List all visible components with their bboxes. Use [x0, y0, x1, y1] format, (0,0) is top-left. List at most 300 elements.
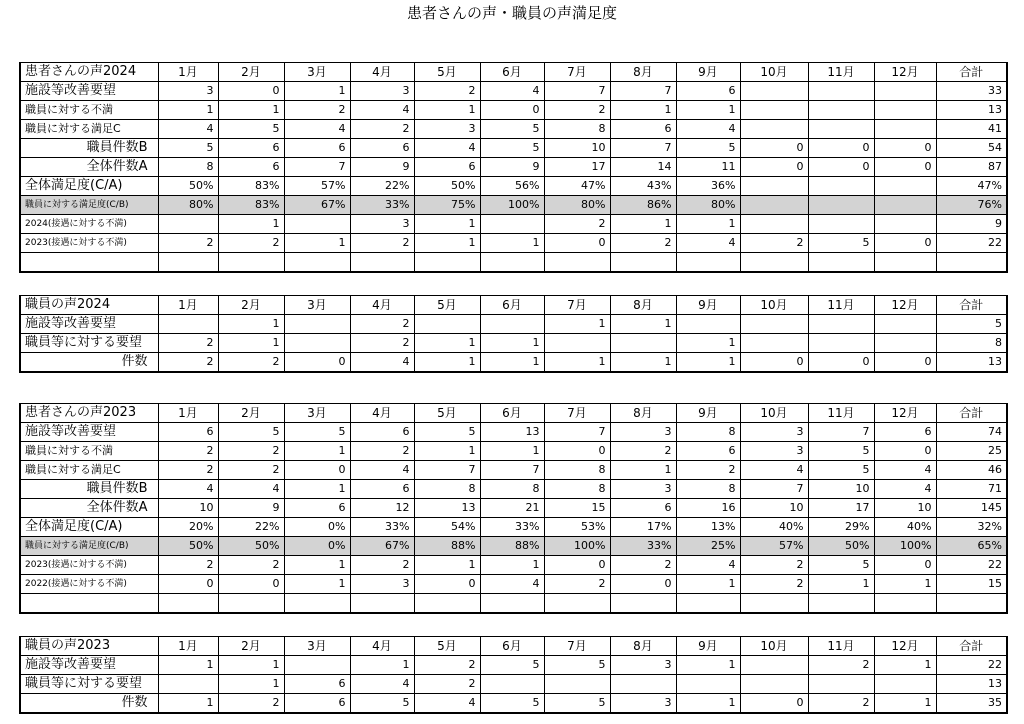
- month-cell: [218, 253, 284, 272]
- month-cell: [350, 594, 414, 613]
- month-cell: 1: [480, 442, 544, 461]
- total-cell: 35: [936, 694, 1007, 714]
- row-label: 施設等改善要望: [20, 656, 158, 675]
- table-row: [20, 694, 1007, 714]
- total-cell: 54: [936, 139, 1007, 158]
- month-cell: 2: [414, 82, 480, 101]
- month-cell: 2: [610, 556, 676, 575]
- month-header: 3月: [284, 296, 350, 315]
- month-cell: 4: [874, 461, 936, 480]
- month-cell: 1: [218, 101, 284, 120]
- month-header: 12月: [874, 637, 936, 656]
- month-cell: 50%: [414, 177, 480, 196]
- month-cell: 16: [676, 499, 740, 518]
- month-cell: 1: [414, 334, 480, 353]
- month-cell: 1: [480, 353, 544, 373]
- month-cell: [158, 253, 218, 272]
- month-cell: [610, 253, 676, 272]
- month-cell: 50%: [218, 537, 284, 556]
- month-cell: 2: [158, 334, 218, 353]
- month-cell: 10: [740, 499, 808, 518]
- total-cell: 25: [936, 442, 1007, 461]
- month-cell: 1: [544, 353, 610, 373]
- month-cell: 25%: [676, 537, 740, 556]
- month-cell: 1: [158, 101, 218, 120]
- month-cell: [218, 594, 284, 613]
- total-cell: 5: [936, 315, 1007, 334]
- row-label: 2023(接遇に対する不満): [20, 234, 158, 253]
- month-header: 7月: [544, 637, 610, 656]
- month-cell: 13: [480, 423, 544, 442]
- month-cell: 0: [874, 139, 936, 158]
- month-cell: 53%: [544, 518, 610, 537]
- month-cell: 5: [808, 461, 874, 480]
- month-header: 1月: [158, 637, 218, 656]
- month-header: 12月: [874, 296, 936, 315]
- row-label: [20, 253, 158, 272]
- row-label: 職員件数B: [20, 480, 158, 499]
- month-cell: 7: [808, 423, 874, 442]
- month-cell: 2: [808, 694, 874, 714]
- month-header: 7月: [544, 63, 610, 82]
- month-cell: 1: [414, 442, 480, 461]
- patient-voice-2023-table: [19, 403, 1008, 614]
- month-cell: 86%: [610, 196, 676, 215]
- month-cell: [284, 656, 350, 675]
- month-cell: 1: [676, 334, 740, 353]
- month-cell: 67%: [350, 537, 414, 556]
- total-cell: 32%: [936, 518, 1007, 537]
- month-cell: 5: [218, 423, 284, 442]
- month-cell: 0: [740, 139, 808, 158]
- month-cell: 50%: [808, 537, 874, 556]
- month-cell: 3: [610, 423, 676, 442]
- total-cell: [936, 253, 1007, 272]
- month-header: 7月: [544, 404, 610, 423]
- month-cell: 1: [218, 315, 284, 334]
- month-cell: 5: [480, 120, 544, 139]
- month-header: 8月: [610, 404, 676, 423]
- table-row: [20, 177, 1007, 196]
- month-cell: 80%: [158, 196, 218, 215]
- table-row: [20, 423, 1007, 442]
- month-cell: [480, 253, 544, 272]
- month-cell: [808, 120, 874, 139]
- month-cell: 2: [350, 315, 414, 334]
- month-cell: [158, 594, 218, 613]
- table-row: [20, 82, 1007, 101]
- month-cell: 3: [350, 215, 414, 234]
- month-cell: 0: [740, 158, 808, 177]
- month-cell: [676, 675, 740, 694]
- month-cell: [740, 334, 808, 353]
- month-cell: 2: [610, 234, 676, 253]
- month-cell: 7: [414, 461, 480, 480]
- month-cell: 6: [676, 82, 740, 101]
- month-header: 9月: [676, 404, 740, 423]
- month-cell: 4: [350, 461, 414, 480]
- month-cell: 33%: [350, 518, 414, 537]
- month-cell: 6: [218, 158, 284, 177]
- row-label: 職員に対する満足C: [20, 120, 158, 139]
- month-cell: 2: [218, 353, 284, 373]
- table-row: [20, 158, 1007, 177]
- month-cell: [740, 215, 808, 234]
- month-cell: [414, 253, 480, 272]
- month-cell: 1: [414, 215, 480, 234]
- month-cell: 2: [414, 656, 480, 675]
- month-cell: 0: [414, 575, 480, 594]
- month-cell: 8: [544, 461, 610, 480]
- row-label: 全体満足度(C/A): [20, 518, 158, 537]
- month-cell: [284, 594, 350, 613]
- month-cell: 2: [350, 120, 414, 139]
- month-cell: 0%: [284, 518, 350, 537]
- total-cell: 13: [936, 675, 1007, 694]
- table-row: [20, 234, 1007, 253]
- month-cell: [544, 594, 610, 613]
- month-header: 11月: [808, 63, 874, 82]
- month-cell: 1: [350, 656, 414, 675]
- month-cell: 2: [158, 442, 218, 461]
- month-cell: 22%: [218, 518, 284, 537]
- table-row: [20, 575, 1007, 594]
- month-cell: 83%: [218, 196, 284, 215]
- month-cell: 33%: [350, 196, 414, 215]
- month-cell: [676, 315, 740, 334]
- row-label: 全体満足度(C/A): [20, 177, 158, 196]
- month-header: 5月: [414, 637, 480, 656]
- month-cell: [740, 656, 808, 675]
- month-cell: 0: [480, 101, 544, 120]
- row-label: 施設等改善要望: [20, 315, 158, 334]
- month-header: 3月: [284, 63, 350, 82]
- month-cell: 17%: [610, 518, 676, 537]
- month-cell: 3: [414, 120, 480, 139]
- month-cell: 0: [284, 353, 350, 373]
- table-row: [20, 334, 1007, 353]
- month-cell: 5: [544, 656, 610, 675]
- month-cell: [808, 253, 874, 272]
- month-cell: 6: [350, 480, 414, 499]
- month-cell: 40%: [874, 518, 936, 537]
- month-cell: 1: [284, 480, 350, 499]
- month-cell: 6: [218, 139, 284, 158]
- month-cell: 4: [158, 480, 218, 499]
- month-cell: [874, 120, 936, 139]
- month-cell: 47%: [544, 177, 610, 196]
- month-cell: 3: [740, 423, 808, 442]
- month-cell: 21: [480, 499, 544, 518]
- month-header: 2月: [218, 63, 284, 82]
- month-header: 10月: [740, 296, 808, 315]
- month-cell: [874, 675, 936, 694]
- month-cell: 4: [350, 101, 414, 120]
- total-cell: 33: [936, 82, 1007, 101]
- month-cell: 0%: [284, 537, 350, 556]
- month-cell: 1: [676, 101, 740, 120]
- month-cell: [874, 253, 936, 272]
- month-cell: [480, 594, 544, 613]
- month-cell: 1: [808, 575, 874, 594]
- month-cell: 6: [284, 694, 350, 714]
- month-header: 1月: [158, 63, 218, 82]
- month-cell: 2: [740, 234, 808, 253]
- month-cell: 10: [158, 499, 218, 518]
- month-header: 4月: [350, 404, 414, 423]
- month-cell: 4: [676, 556, 740, 575]
- month-cell: 7: [610, 139, 676, 158]
- month-cell: 2: [676, 461, 740, 480]
- total-cell: 22: [936, 556, 1007, 575]
- month-cell: [740, 177, 808, 196]
- month-header: 2月: [218, 637, 284, 656]
- month-cell: 4: [676, 120, 740, 139]
- month-cell: 1: [218, 656, 284, 675]
- month-header: 12月: [874, 63, 936, 82]
- table-title: 患者さんの声2024: [20, 63, 158, 82]
- month-cell: 2: [414, 675, 480, 694]
- month-cell: 6: [874, 423, 936, 442]
- header-row: [20, 637, 1007, 656]
- row-label: 施設等改善要望: [20, 82, 158, 101]
- month-cell: 9: [480, 158, 544, 177]
- header-row: [20, 296, 1007, 315]
- month-cell: 12: [350, 499, 414, 518]
- month-cell: 8: [544, 120, 610, 139]
- table-row: [20, 537, 1007, 556]
- month-cell: 0: [874, 442, 936, 461]
- month-cell: 3: [610, 480, 676, 499]
- month-cell: 4: [414, 694, 480, 714]
- staff-voice-2023-table: [19, 636, 1008, 714]
- table-row: [20, 480, 1007, 499]
- month-cell: 4: [350, 353, 414, 373]
- table-row: [20, 675, 1007, 694]
- month-cell: 6: [610, 499, 676, 518]
- total-cell: 15: [936, 575, 1007, 594]
- month-cell: 1: [610, 461, 676, 480]
- total-header: 合計: [936, 296, 1007, 315]
- month-cell: 2: [350, 334, 414, 353]
- month-cell: 3: [158, 82, 218, 101]
- month-cell: [544, 675, 610, 694]
- month-header: 6月: [480, 63, 544, 82]
- month-cell: 2: [544, 101, 610, 120]
- month-cell: 1: [284, 82, 350, 101]
- month-cell: 7: [284, 158, 350, 177]
- month-cell: 20%: [158, 518, 218, 537]
- month-cell: 0: [610, 575, 676, 594]
- table-row: [20, 442, 1007, 461]
- table-row: [20, 353, 1007, 373]
- month-cell: 0: [284, 461, 350, 480]
- month-cell: 100%: [480, 196, 544, 215]
- row-label: 職員に対する不満: [20, 101, 158, 120]
- month-cell: 0: [158, 575, 218, 594]
- total-cell: 41: [936, 120, 1007, 139]
- month-header: 10月: [740, 404, 808, 423]
- row-label: 件数: [20, 694, 158, 714]
- month-cell: 6: [414, 158, 480, 177]
- month-cell: 1: [284, 234, 350, 253]
- month-cell: 4: [284, 120, 350, 139]
- month-cell: 0: [808, 353, 874, 373]
- month-cell: [874, 196, 936, 215]
- month-cell: 83%: [218, 177, 284, 196]
- row-label: 2024(接遇に対する不満): [20, 215, 158, 234]
- month-cell: 1: [610, 315, 676, 334]
- month-cell: 6: [284, 675, 350, 694]
- month-cell: [740, 196, 808, 215]
- month-cell: 6: [284, 139, 350, 158]
- total-cell: 13: [936, 101, 1007, 120]
- month-cell: 1: [284, 575, 350, 594]
- month-cell: 0: [808, 158, 874, 177]
- month-header: 11月: [808, 404, 874, 423]
- row-label: [20, 594, 158, 613]
- month-header: 7月: [544, 296, 610, 315]
- month-cell: [874, 82, 936, 101]
- month-cell: [414, 315, 480, 334]
- month-cell: [874, 334, 936, 353]
- month-cell: 7: [544, 423, 610, 442]
- table-row: [20, 556, 1007, 575]
- month-cell: [740, 101, 808, 120]
- month-cell: [158, 215, 218, 234]
- month-cell: 1: [610, 215, 676, 234]
- month-cell: 7: [544, 82, 610, 101]
- month-cell: 57%: [284, 177, 350, 196]
- month-cell: [740, 315, 808, 334]
- row-label: 全体件数A: [20, 499, 158, 518]
- month-cell: [808, 101, 874, 120]
- month-cell: [740, 253, 808, 272]
- month-cell: 6: [350, 423, 414, 442]
- month-cell: 5: [480, 656, 544, 675]
- total-cell: 9: [936, 215, 1007, 234]
- month-cell: [874, 594, 936, 613]
- table-row: [20, 499, 1007, 518]
- month-cell: 4: [676, 234, 740, 253]
- month-cell: 4: [158, 120, 218, 139]
- month-cell: 0: [218, 82, 284, 101]
- month-cell: 17: [808, 499, 874, 518]
- month-cell: 5: [414, 423, 480, 442]
- month-cell: 2: [158, 353, 218, 373]
- month-cell: 2: [544, 575, 610, 594]
- month-cell: 2: [284, 101, 350, 120]
- row-label: 2022(接遇に対する不満): [20, 575, 158, 594]
- total-header: 合計: [936, 404, 1007, 423]
- month-header: 10月: [740, 637, 808, 656]
- table-row: [20, 315, 1007, 334]
- month-header: 6月: [480, 637, 544, 656]
- row-label: 職員に対する満足C: [20, 461, 158, 480]
- month-cell: 2: [350, 234, 414, 253]
- month-cell: 0: [808, 139, 874, 158]
- month-cell: [158, 675, 218, 694]
- month-cell: [808, 196, 874, 215]
- month-cell: 6: [158, 423, 218, 442]
- header-row: [20, 63, 1007, 82]
- month-cell: 8: [158, 158, 218, 177]
- month-cell: 1: [676, 215, 740, 234]
- month-header: 6月: [480, 296, 544, 315]
- month-cell: 1: [218, 675, 284, 694]
- month-cell: 8: [480, 480, 544, 499]
- month-header: 4月: [350, 63, 414, 82]
- month-header: 8月: [610, 296, 676, 315]
- month-cell: [740, 120, 808, 139]
- month-header: 11月: [808, 296, 874, 315]
- total-cell: 145: [936, 499, 1007, 518]
- month-cell: 5: [284, 423, 350, 442]
- month-cell: 6: [610, 120, 676, 139]
- blank-row: [20, 594, 1007, 613]
- month-header: 1月: [158, 404, 218, 423]
- month-cell: 54%: [414, 518, 480, 537]
- month-cell: 2: [158, 461, 218, 480]
- month-cell: 1: [874, 656, 936, 675]
- month-cell: [480, 215, 544, 234]
- table-row: [20, 461, 1007, 480]
- row-label: 職員等に対する要望: [20, 675, 158, 694]
- table-row: [20, 215, 1007, 234]
- month-cell: [808, 334, 874, 353]
- total-cell: 65%: [936, 537, 1007, 556]
- month-cell: 40%: [740, 518, 808, 537]
- month-cell: 2: [158, 556, 218, 575]
- month-cell: [808, 215, 874, 234]
- month-cell: 1: [874, 694, 936, 714]
- month-cell: 10: [808, 480, 874, 499]
- month-cell: [284, 215, 350, 234]
- month-cell: [350, 253, 414, 272]
- month-cell: 80%: [544, 196, 610, 215]
- row-label: 施設等改善要望: [20, 423, 158, 442]
- row-label: 2023(接遇に対する不満): [20, 556, 158, 575]
- total-cell: 87: [936, 158, 1007, 177]
- month-cell: 1: [158, 656, 218, 675]
- table-row: [20, 518, 1007, 537]
- blank-row: [20, 253, 1007, 272]
- month-cell: 10: [544, 139, 610, 158]
- month-cell: 3: [610, 656, 676, 675]
- month-header: 9月: [676, 63, 740, 82]
- month-cell: 56%: [480, 177, 544, 196]
- total-cell: 8: [936, 334, 1007, 353]
- month-cell: [414, 594, 480, 613]
- month-cell: 5: [480, 139, 544, 158]
- month-cell: 0: [874, 353, 936, 373]
- month-cell: [284, 253, 350, 272]
- header-row: [20, 404, 1007, 423]
- month-cell: 7: [610, 82, 676, 101]
- table-row: [20, 101, 1007, 120]
- total-cell: 46: [936, 461, 1007, 480]
- month-header: 1月: [158, 296, 218, 315]
- month-cell: 2: [218, 442, 284, 461]
- total-cell: [936, 594, 1007, 613]
- month-header: 6月: [480, 404, 544, 423]
- total-cell: 13: [936, 353, 1007, 373]
- month-cell: 5: [808, 442, 874, 461]
- month-cell: 88%: [480, 537, 544, 556]
- month-cell: 1: [480, 334, 544, 353]
- month-cell: [874, 177, 936, 196]
- month-header: 4月: [350, 637, 414, 656]
